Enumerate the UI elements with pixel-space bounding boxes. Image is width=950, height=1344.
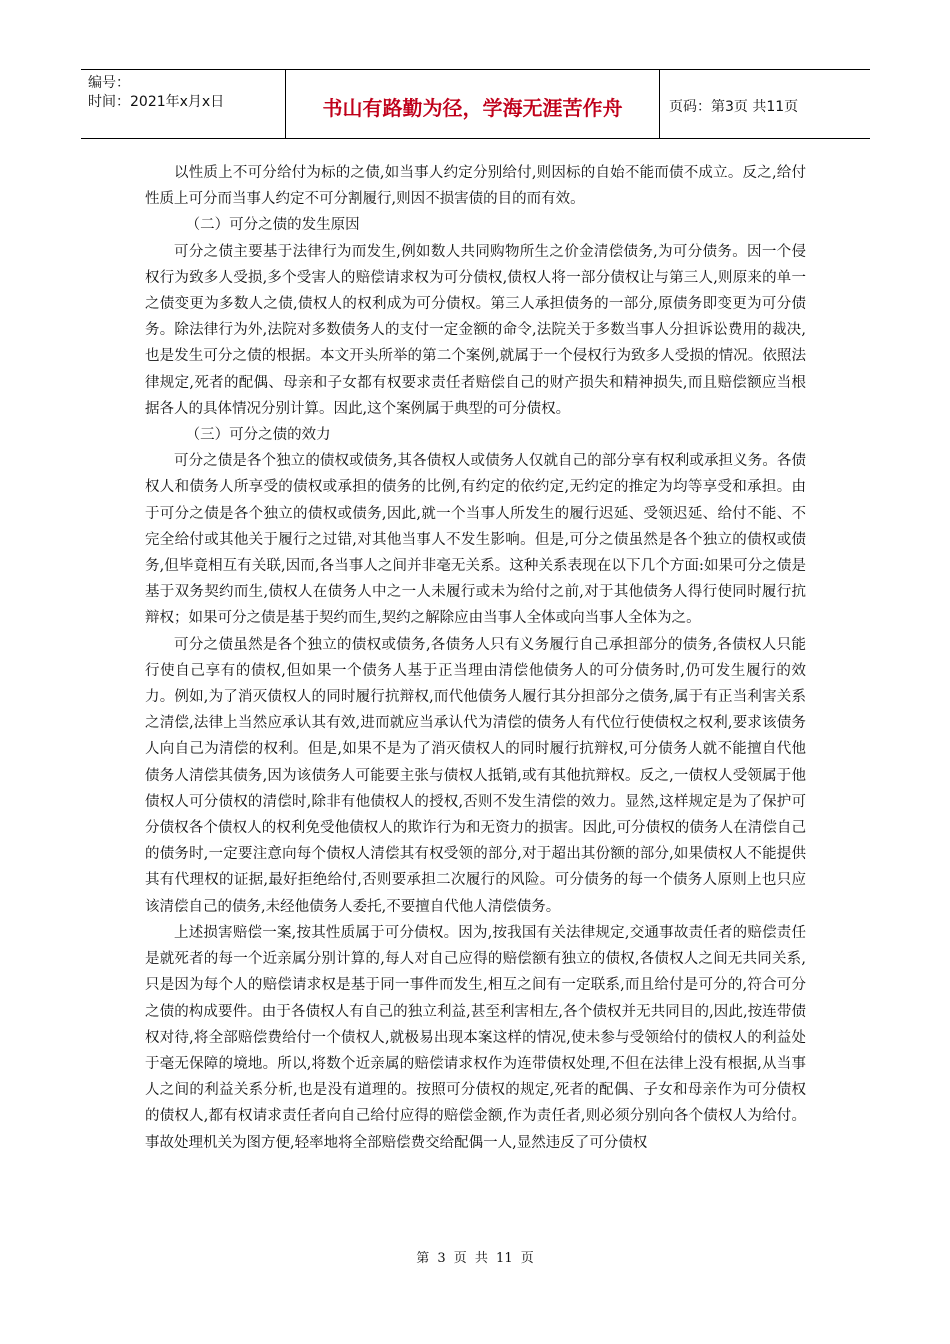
- page-header: [81, 69, 870, 139]
- document-time-label: 时间：2021年x月x日: [88, 94, 225, 110]
- header-motto: 书山有路勤为径，学海无涯苦作舟: [285, 70, 660, 138]
- paragraph: 可分之债是各个独立的债权或债务,其各债权人或债务人仅就自己的部分享有权利或承担义务。各债权人和债务人所享受的债权或承担的债务的比例,有约定的依约定,无约定的推定为均等享受和承担。由于可分之债是各个独立的债权或债务,因此,就一个当事人所发生的履行迟延、受领迟延、给付不能、不完全给付或其他关于履行之过错,对其他当事人不发生影响。但是,可分之债虽然是各个独立的债权或债务,但毕竟相互有关联,因而,各当事人之间并非毫无关系。这种关系表现在以下几个方面:如果可分之债是基于双务契约而生,债权人在债务人中之一人未履行或未为给付之前,对于其他债务人得行使同时履行抗辩权；如果可分之债是基于契约而生,契约之解除应由当事人全体或向当事人全体为之。: [145, 453, 806, 627]
- paragraph: 可分之债主要基于法律行为而发生,例如数人共同购物所生之价金清偿债务,为可分债务。因一个侵权行为致多人受损,多个受害人的赔偿请求权为可分债权,债权人将一部分债权让与第三人,则原来的单一之债变更为多数人之债,债权人的权利成为可分债权。第三人承担债务的一部分,原债务即变更为可分债务。除法律行为外,法院对多数债务人的支付一定金额的命令,法院关于多数当事人分担诉讼费用的裁决,也是发生可分之债的根据。本文开头所举的第二个案例,就属于一个侵权行为致多人受损的情况。依照法律规定,死者的配偶、母亲和子女都有权要求责任者赔偿自己的财产损失和精神损失,而且赔偿额应当根据各人的具体情况分别计算。因此,这个案例属于典型的可分债权。: [145, 243, 806, 417]
- section-heading: （二）可分之债的发生原因: [185, 217, 360, 234]
- paragraph: 可分之债虽然是各个独立的债权或债务,各债务人只有义务履行自己承担部分的债务,各债权人只能行使自己享有的债权,但如果一个债务人基于正当理由清偿他债务人的可分债务时,仍可发生履行的效力。例如,为了消灭债权人的同时履行抗辩权,而代他债务人履行其分担部分之债务,属于有正当利害关系之清偿,法律上当然应承认其有效,进而就应当承认代为清偿的债务人有代位行使债权之权利,要求该债务人向自己为清偿的权利。但是,如果不是为了消灭债权人的同时履行抗辩权,可分债务人就不能擅自代他债务人清偿其债务,因为该债务人可能要主张与债权人抵销,或有其他抗辩权。反之,一债权人受领属于他债权人可分债权的清偿时,除非有他债权人的授权,否则不发生清偿的效力。显然,这样规定是为了保护可分债权各个债权人的权利免受他债权人的欺诈行为和无资力的损害。因此,可分债权的债务人在清偿自己的债务时,一定要注意向每个债权人清偿其有权受领的部分,对于超出其份额的部分,如果债权人不能提供其有代理权的证据,最好拒绝给付,否则要承担二次履行的风险。可分债务的每一个债务人原则上也只应该清偿自己的债务,未经他债务人委托,不要擅自代他人清偿债务。: [145, 636, 806, 915]
- header-meta: [81, 70, 285, 138]
- section-heading: （三）可分之债的效力: [185, 427, 331, 444]
- page-footer: 第 3 页 共 11 页: [416, 1251, 534, 1266]
- document-number-label: 编号：: [88, 75, 130, 91]
- paragraph: 上述损害赔偿一案,按其性质属于可分债权。因为,按我国有关法律规定,交通事故责任者的赔偿责任是就死者的每一个近亲属分别计算的,每人对自己应得的赔偿额有独立的债权,各债权人之间无共同关系,只是因为每个人的赔偿请求权是基于同一事件而发生,相互之间有一定联系,而且给付是可分的,符合可分之债的构成要件。由于各债权人有自己的独立利益,甚至利害相左,各个债权并无共同目的,因此,按连带债权对待,将全部赔偿费给付一个债权人,就极易出现本案这样的情况,使未参与受领给付的债权人的利益处于毫无保障的境地。所以,将数个近亲属的赔偿请求权作为连带债权处理,不但在法律上没有根据,从当事人之间的利益关系分析,也是没有道理的。按照可分债权的规定,死者的配偶、子女和母亲作为可分债权的债权人,都有权请求责任者向自己给付应得的赔偿金额,作为责任者,则必须分别向各个债权人为给付。事故处理机关为图方便,轻率地将全部赔偿费交给配偶一人,显然违反了可分债权: [145, 924, 806, 1151]
- document-body: [145, 160, 806, 1156]
- header-page-info: 页码：第3页 共11页: [669, 99, 799, 115]
- paragraph: 以性质上不可分给付为标的之债,如当事人约定分别给付,则因标的自始不能而债不成立。反之,给付性质上可分而当事人约定不可分割履行,则因不损害债的目的而有效。: [145, 165, 806, 208]
